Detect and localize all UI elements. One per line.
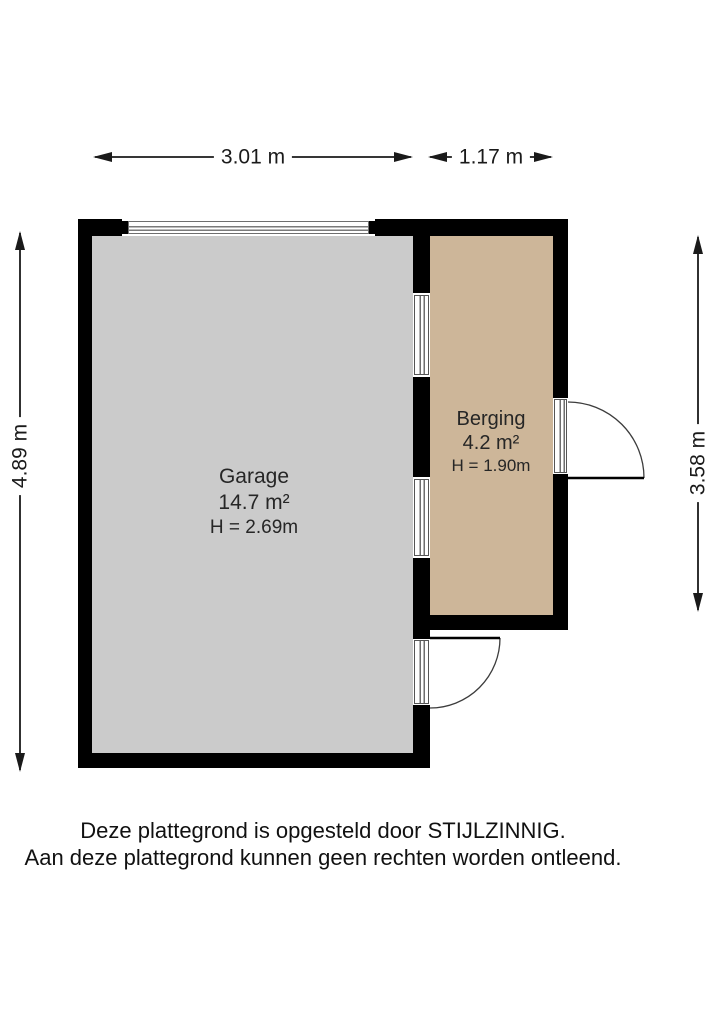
berging-ceiling-height: H = 1.90m bbox=[451, 456, 531, 475]
wall-berging-bottom bbox=[413, 615, 568, 630]
garage-door-window-icon bbox=[128, 221, 369, 234]
wall-left bbox=[78, 219, 92, 768]
disclaimer-line-2: Aan deze plattegrond kunnen geen rechten worden ontleend. bbox=[24, 844, 622, 870]
wall-middle-seg2 bbox=[413, 377, 430, 477]
berging-door-arc bbox=[568, 402, 644, 478]
wall-bottom bbox=[78, 753, 430, 768]
berging-door-cap-bottom bbox=[553, 474, 568, 482]
middle-window-1-icon bbox=[414, 295, 429, 375]
berging-door-frame bbox=[554, 399, 567, 473]
garage-name: Garage bbox=[218, 465, 290, 488]
garage-room-label bbox=[210, 464, 298, 540]
arrow-left-icon bbox=[428, 152, 447, 162]
berging-name: Berging bbox=[456, 408, 526, 430]
disclaimer-line-1: Deze plattegrond is opgesteld door STIJLZINNIG. bbox=[80, 818, 566, 843]
berging-door-cap-top bbox=[553, 390, 568, 398]
dimension-label-berging-width: 1.17 m bbox=[452, 145, 530, 170]
wall-top-left bbox=[78, 219, 122, 236]
garage-ceiling-height: H = 2.69m bbox=[209, 517, 299, 538]
dimension-label-garage-width: 3.01 m bbox=[214, 145, 292, 170]
berging-area: 4.2 m² bbox=[462, 432, 520, 454]
arrow-left-icon bbox=[93, 152, 112, 162]
wall-berging-right-seg1 bbox=[553, 236, 568, 390]
wall-berging-right-seg2 bbox=[553, 482, 568, 630]
dimension-label-garage-depth: 4.89 m bbox=[8, 417, 33, 495]
disclaimer bbox=[0, 818, 646, 871]
garage-door-cap-right bbox=[369, 221, 375, 234]
wall-middle-seg1 bbox=[413, 236, 430, 293]
middle-window-2-icon bbox=[414, 479, 429, 556]
berging-room-label bbox=[452, 407, 531, 477]
arrow-right-icon bbox=[394, 152, 413, 162]
arrow-right-icon bbox=[534, 152, 553, 162]
garage-side-door-cap-bottom bbox=[413, 705, 430, 712]
dimension-label-berging-depth: 3.58 m bbox=[686, 424, 711, 502]
garage-side-door-cap-top bbox=[413, 632, 430, 639]
arrow-up-icon bbox=[693, 235, 703, 254]
wall-middle-seg4 bbox=[413, 712, 430, 768]
arrow-up-icon bbox=[15, 231, 25, 250]
garage-side-door-frame bbox=[414, 640, 429, 704]
garage-area: 14.7 m² bbox=[218, 491, 290, 514]
arrow-down-icon bbox=[15, 753, 25, 772]
garage-side-door-arc bbox=[430, 638, 500, 708]
wall-top-right bbox=[375, 219, 568, 236]
arrow-down-icon bbox=[693, 593, 703, 612]
